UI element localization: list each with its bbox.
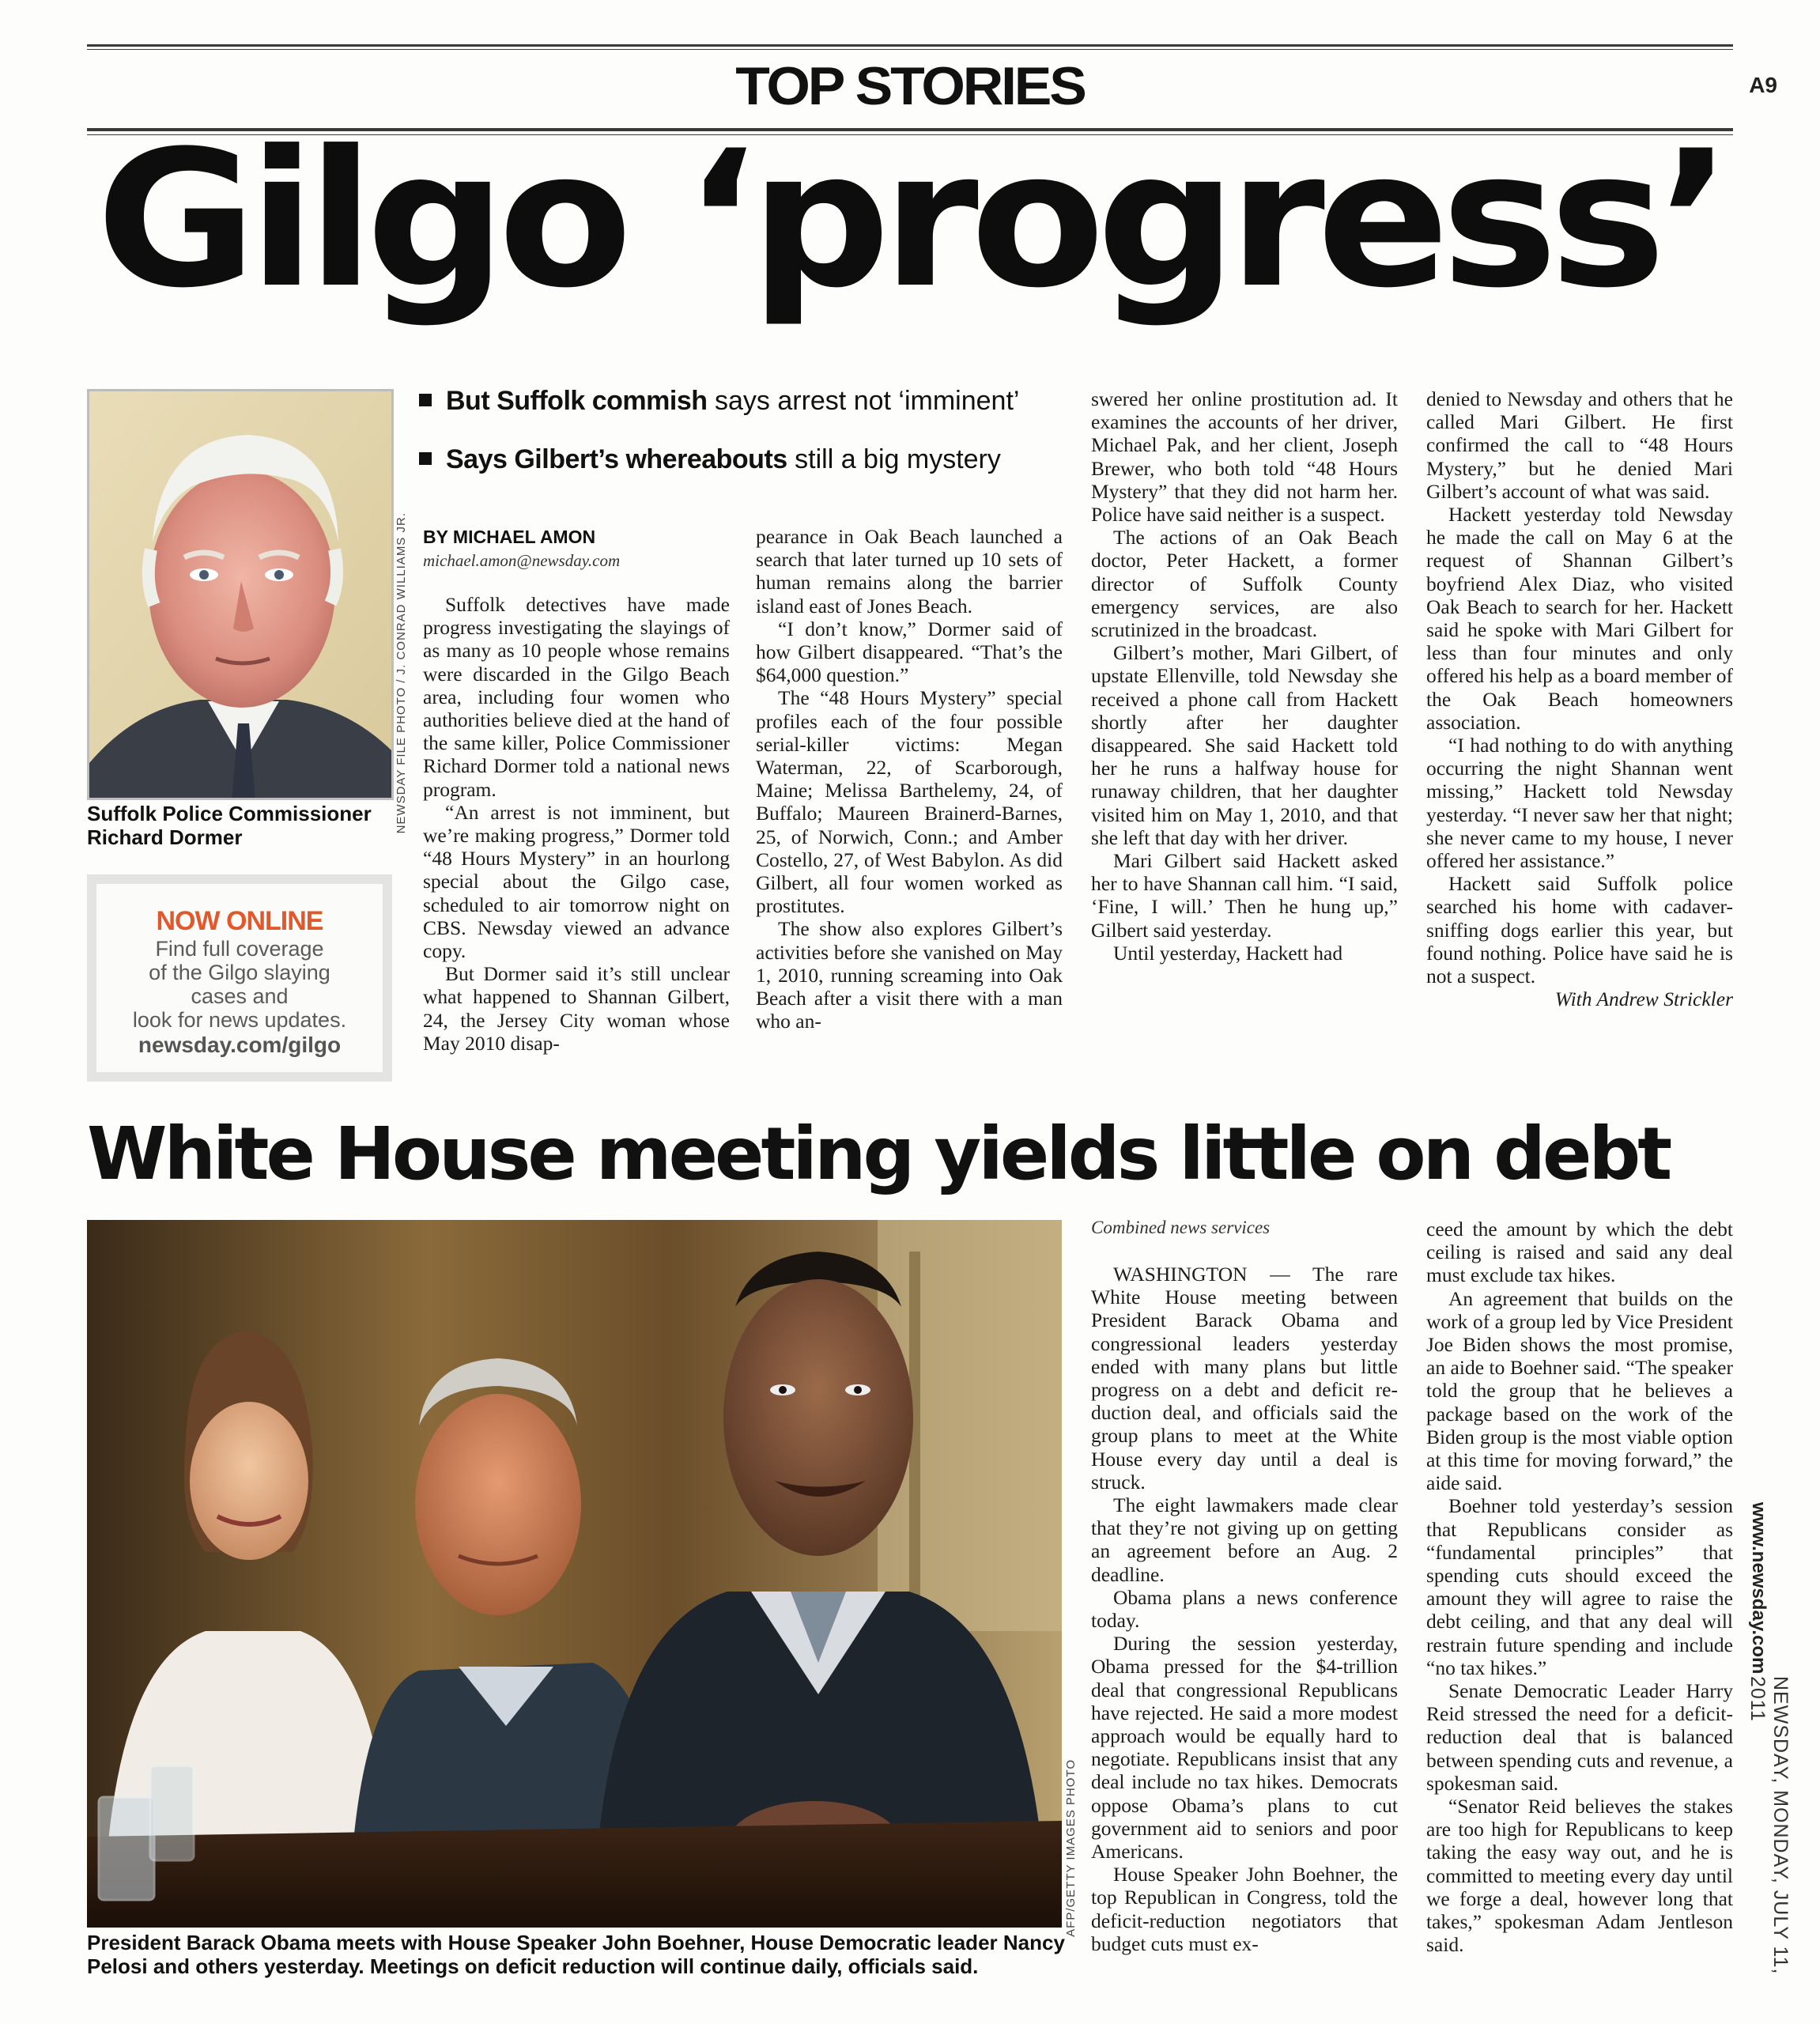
now-online-line: look for news updates. [132, 1008, 347, 1032]
paragraph: But Dormer said it’s still unclear what happened to Shannan Gilbert, 24, the Jersey City woman whose May 2010 disap- [423, 962, 730, 1055]
paragraph: “Senator Reid believes the stakes are too high for Republicans to keep taking the easy way out, and he is committed to meeting every day until we forge a deal, however long that takes,” spokesman Adam Jentleson said. [1426, 1795, 1733, 1957]
story1-headline: Gilgo ‘progress’ [96, 111, 1724, 330]
paragraph: denied to Newsday and others that he called Mari Gilbert. He first confirmed the call to “48 Hours Mystery,” but he denied Mari Gilbert’s account of what was said. [1426, 387, 1733, 503]
paragraph: “An arrest is not imminent, but we’re making progress,” Dormer told “48 Hours Mystery” in an hourlong special about the Gilgo case, scheduled to air tomorrow night on CBS. Newsday viewed an advance copy. [423, 800, 730, 963]
paragraph: Hackett yesterday told Newsday he made the call on May 6 at the request of Shannan Gilbert’s boyfriend Alex Diaz, who visited Oak Beach to search for her. Hackett said he spoke with Mari Gilbert for less than four minutes and only offered his help as a board member of the Oak Beach homeowners association. [1426, 503, 1733, 734]
paragraph: WASHINGTON — The rare White House meeting between President Barack Obama and congressional leaders yesterday ended with many plans but little progress on a debt and deficit reduction deal, and officials said the group plans to meet at the White House every day until a deal is struck. [1091, 1263, 1398, 1493]
paragraph: Boehner told yesterday’s session that Republicans consider as “fundamental principles” that spending cuts should exceed the amount they will agree to raise the debt ceiling, and that any deal will restrain future spending and include “no tax hikes.” [1426, 1494, 1733, 1679]
paragraph: The eight lawmakers made clear that they’re not giving up on getting an agreement before an Aug. 2 deadline. [1091, 1493, 1398, 1586]
story2-headline: White House meeting yields little on debt [87, 1112, 1670, 1196]
deck1-rest: says arrest not ‘imminent’ [714, 386, 1020, 416]
dateline: NEWSDAY, MONDAY, JULY 11, 2011 [1746, 1676, 1792, 1975]
white-house-photo[interactable] [87, 1220, 1062, 1928]
page-number: A9 [1749, 73, 1777, 97]
deck2-rest: still a big mystery [795, 444, 1001, 474]
paragraph: An agreement that builds on the work of a group led by Vice President Joe Biden shows the most promise, an aide to Boehner said. “The speaker told the group that he believes a package based on the work of the Biden group is the most viable option at this time for moving forward,” the aide said. [1426, 1286, 1733, 1495]
paragraph: swered her online prostitution ad. It examines the accounts of her driver, Michael Pak, and her client, Joseph Brewer, who both told “48 Hours Mystery” that they did not harm her. Police have said neither is a suspect. [1091, 387, 1398, 527]
paragraph: “I had nothing to do with anything occurring the night Shannan went missing,” Hackett told Newsday yesterday. “I never saw her that night; she never came to my house, I never offered her assistance.” [1426, 734, 1733, 873]
story1-deck-2 [419, 444, 1001, 475]
dormer-photo[interactable] [87, 389, 394, 800]
news-service-credit: Combined news services [1091, 1218, 1271, 1237]
paragraph: Obama plans a news conference today. [1091, 1585, 1398, 1633]
paragraph: “I don’t know,” Dormer said of how Gilbert disappeared. “That’s the $64,000 question.” [756, 617, 1063, 687]
now-online-box[interactable] [87, 874, 392, 1082]
now-online-inner [96, 884, 383, 1072]
dormer-portrait-image [89, 391, 394, 800]
section-title: TOP STORIES [735, 56, 1085, 116]
story2-column-2 [1426, 1218, 1733, 1957]
white-house-photo-caption-1: President Barack Obama meets with House Speaker John Boehner, House Democratic leader Nancy [87, 1931, 1065, 1954]
now-online-link[interactable]: newsday.com/gilgo [138, 1033, 342, 1057]
signoff: With Andrew Strickler [1554, 987, 1733, 1011]
top-rule [87, 44, 1733, 47]
paragraph: pearance in Oak Beach launched a search that later turned up 10 sets of human remains along the barrier island east of Jones Beach. [756, 525, 1063, 617]
dormer-photo-credit: NEWSDAY FILE PHOTO / J. CONRAD WILLIAMS JR. [395, 512, 408, 834]
paragraph: The “48 Hours Mystery” special profiles each of the four possible serial-killer victims: Megan Waterman, 22, of Scarborough, Maine; Melissa Barthelemy, 24, of Buffalo; Maureen Brainerd-Barnes, 25, of Norwich, Conn.; and Amber Costello, 27, of West Babylon. As did Gilbert, all four women worked as prostitutes. [756, 686, 1063, 918]
paragraph: Mari Gilbert said Hackett asked her to have Shannan call him. “I said, ‘Fine, I will.’ Then he hung up,” Gilbert said yesterday. [1091, 849, 1398, 942]
paragraph: Hackett said Suffolk police searched his home with cadaver-sniffing dogs earlier this year, but found nothing. Police have said he is not a suspect. [1426, 872, 1733, 988]
story1-column-1 [423, 593, 730, 1055]
byline: BY MICHAEL AMON [423, 527, 596, 547]
story1-deck-1 [419, 386, 1019, 417]
white-house-photo-caption-2: Pelosi and others yesterday. Meetings on deficit reduction will continue daily, officials said. [87, 1954, 979, 1978]
paragraph: Until yesterday, Hackett had [1113, 941, 1343, 965]
paragraph: House Speaker John Boehner, the top Republican in Congress, told the deficit-reduction negotiators that budget cuts must ex- [1091, 1863, 1398, 1955]
paragraph: The actions of an Oak Beach doctor, Peter Hackett, a former director of Suffolk County emergency services, are also scrutinized in the broadcast. [1091, 526, 1398, 642]
bullet-square [419, 394, 432, 406]
bullet-square [419, 452, 432, 465]
white-house-meeting-image [87, 1220, 1062, 1928]
deck2-bold: Says Gilbert’s whereabouts [446, 444, 787, 474]
paragraph: ceed the amount by which the debt ceiling is raised and said any deal must exclude tax hikes. [1426, 1218, 1733, 1287]
now-online-line: cases and [191, 984, 289, 1008]
now-online-title: NOW ONLINE [156, 906, 323, 936]
author-email[interactable]: michael.amon@newsday.com [423, 551, 621, 570]
now-online-line: Find full coverage [155, 937, 324, 961]
story1-column-3 [1091, 387, 1398, 965]
paragraph: Suffolk detectives have made progress investigating the slayings of as many as 10 people whose remains were discarded in the Gilgo Beach area, including four women who authorities believe died at the hand of the same killer, Police Commissioner Richard Dormer told a national news program. [423, 593, 730, 801]
newsday-url[interactable]: www.newsday.com [1748, 1502, 1769, 1675]
white-house-photo-credit: AFP/GETTY IMAGES PHOTO [1064, 1759, 1078, 1937]
paragraph: Senate Democratic Leader Harry Reid stressed the need for a deficit-reduction deal that is balanced between spending cuts and revenue, a spokesman said. [1426, 1679, 1733, 1795]
paragraph: During the session yesterday, Obama pressed for the $4-trillion deal that congressional Republicans have rejected. He said a more modest approach would be equally hard to negotiate. Republicans insist that any deal include no tax hikes. Democrats oppose Obama’s plans to cut government aid to seniors and poor Americans. [1091, 1632, 1398, 1864]
dormer-photo-caption: Suffolk Police Commissioner Richard Dormer [87, 802, 372, 849]
top-rule-thin [87, 49, 1733, 50]
now-online-line: of the Gilgo slaying [149, 961, 330, 984]
story2-column-1 [1091, 1263, 1398, 1955]
paragraph: The show also explores Gilbert’s activities before she vanished on May 1, 2010, running screaming into Oak Beach after a visit there with a man who an- [756, 917, 1063, 1033]
story1-column-2 [756, 525, 1063, 1033]
deck1-bold: But Suffolk commish [446, 386, 708, 416]
story1-column-4 [1426, 387, 1733, 1010]
paragraph: Gilbert’s mother, Mari Gilbert, of upstate Ellenville, told Newsday she received a phone call from Hackett shortly after her daughter disappeared. She said Hackett told her he runs a halfway house for runaway children, that her daughter visited him on May 1, 2010, and that she left that day with her driver. [1091, 641, 1398, 849]
